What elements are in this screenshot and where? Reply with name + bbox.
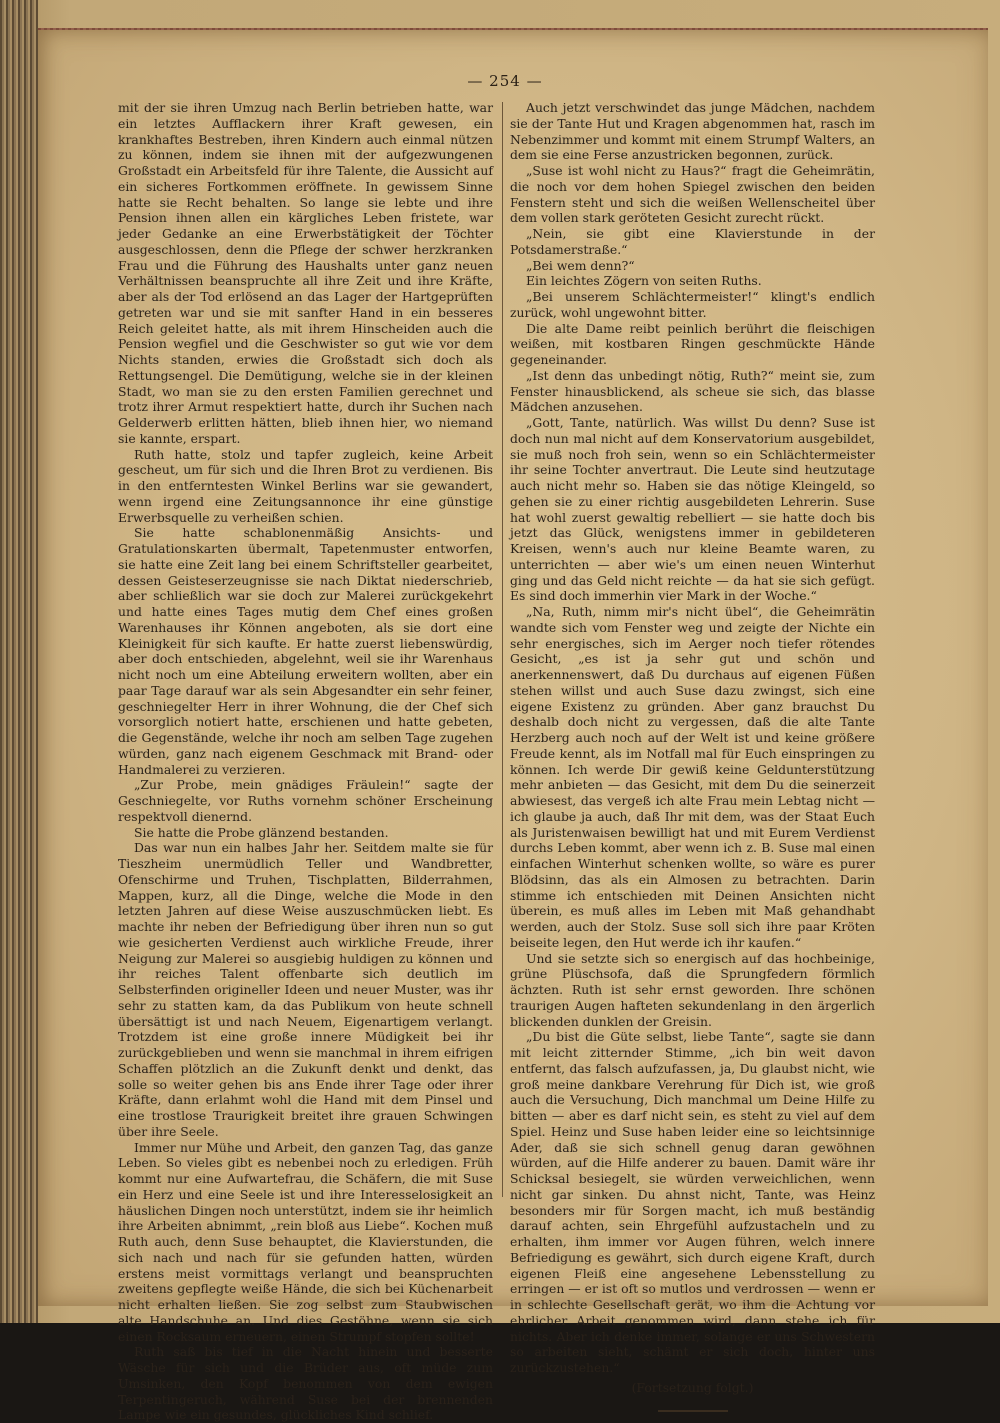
- paragraph: „Ist denn das unbedingt nötig, Ruth?“ meint sie, zum Fenster hinausblickend, als scheue sie sich, das blasse Mädchen anzusehen.: [510, 367, 875, 415]
- paragraph: mit der sie ihren Umzug nach Berlin betrieben hatte, war ein letztes Aufflackern ihrer Kraft gewesen, ein krankhaftes Bestreben, ihren Kindern auch einmal nützen zu können, indem sie ihnen mit der aufgezwungenen Großstadt ein Arbeitsfeld für ihre Talente, die Aussicht auf ein sicheres Fortkommen eröffnete. In gewissem Sinne hatte sie Recht behalten. So lange sie lebte und ihre Pension ihnen allen ein kärgliches Leben fristete, war jeder Gedanke an eine Erwerbstätigkeit der Töchter ausgeschlossen, denn die Pflege der schwer herzkranken Frau und die Führung des Haushalts unter ganz neuen Verhältnissen beanspruchte all ihre Zeit und ihre Kräfte, aber als der Tod erlösend an das Lager der Hartgeprüften getreten war und sie mit sanfter Hand in ein besseres Reich geleitet hatte, als mit ihrem Hinscheiden auch die Pension wegfiel und die Geschwister so gut wie vor dem Nichts standen, erwies die Großstadt sich doch als Rettungsengel. Die Demütigung, welche sie in der kleinen Stadt, wo man sie zu den ersten Familien gerechnet und trotz ihrer Armut respektiert hatte, durch ihr Suchen nach Gelderwerb erlitten hätten, blieb ihnen hier, wo niemand sie kannte, erspart.: [118, 100, 493, 446]
- paragraph: Immer nur Mühe und Arbeit, den ganzen Tag, das ganze Leben. So vieles gibt es nebenbei noch zu erledigen. Früh kommt nur eine Aufwartefrau, die Schäfern, die mit Suse ein Herz und eine Seele ist und ihre Interesselosigkeit an häuslichen Dingen noch unterstützt, indem sie ihr heimlich ihre Arbeiten abnimmt, „rein bloß aus Liebe“. Kochen muß Ruth auch, denn Suse behauptet, die Klavierstunden, die sich nach und nach für sie gefunden hatten, würden erstens meist vormittags verlangt und beanspruchten zweitens gepflegte weiße Hände, die sich bei Küchenarbeit nicht erhalten ließen. Sie zog selbst zum Staubwischen alte Handschuhe an. Und dies Gestöhne, wenn sie sich einen Rocksaum erneuern, einen Strumpf stopfen sollte!: [118, 1139, 493, 1344]
- paragraph: Sie hatte die Probe glänzend bestanden.: [134, 824, 389, 840]
- column-divider: [502, 102, 503, 1197]
- right-column: [510, 100, 875, 1412]
- paragraph: „Na, Ruth, nimm mir's nicht übel“, die Geheimrätin wandte sich vom Fenster weg und zeigte der Nichte ein sehr energisches, sich im Aerger noch tiefer rötendes Gesicht, „es ist ja sehr gut und schön und anerkennenswert, daß Du durchaus auf eigenen Füßen stehen willst und auch Suse dazu zwingst, sich eine eigene Existenz zu gründen. Aber ganz brauchst Du deshalb doch nicht zu vergessen, daß die alte Tante Herzberg auch noch auf der Welt ist und keine größere Freude kennt, als im Notfall mal für Euch einspringen zu können. Ich werde Dir gewiß keine Geldunterstützung mehr anbieten — das Gesicht, mit dem Du die seinerzeit abwiesest, das vergeß ich alte Frau mein Lebtag nicht — ich glaube ja auch, daß Ihr mit dem, was der Staat Euch als Juristenwaisen bewilligt hat und mit Eurem Verdienst durchs Leben kommt, aber wenn ich z. B. Suse mal einen einfachen Winterhut schenken wollte, so wäre es purer Blödsinn, das als ein Almosen zu betrachten. Darin stimme ich entschieden mit Deinen Ansichten nicht überein, es muß alles im Leben mit Maß gehandhabt werden, auch der Stolz. Suse soll sich ihre paar Kröten beiseite legen, den Hut werde ich ihr kaufen.“: [510, 604, 875, 950]
- continuation-note: (Fortsetzung folgt.): [631, 1379, 754, 1395]
- paragraph: Ein leichtes Zögern von seiten Ruths.: [526, 273, 762, 289]
- paragraph: Die alte Dame reibt peinlich berührt die fleischigen weißen, mit kostbaren Ringen geschmückte Hände gegeneinander.: [510, 320, 875, 367]
- paragraph: „Bei wem denn?“: [526, 257, 635, 273]
- paragraph: „Du bist die Güte selbst, liebe Tante“, sagte sie dann mit leicht zitternder Stimme, „ich bin weit davon entfernt, das falsch aufzufassen, ja, Du glaubst nicht, wie groß meine dankbare Verehrung für Dich ist, wie groß auch die Versuchung, Dich manchmal um Deine Hilfe zu bitten — aber es darf nicht sein, es steht zu viel auf dem Spiel. Heinz und Suse haben leider eine so leichtsinnige Ader, daß sie sich schnell genug daran gewöhnen würden, auf die Hilfe anderer zu bauen. Damit wäre ihr Schicksal besiegelt, sie würden verweichlichen, wenn nicht gar sinken. Du ahnst nicht, Tante, was Heinz besonders mir für Sorgen macht, ich muß beständig darauf achten, sein Ehrgefühl aufzustacheln und zu erhalten, ihm immer vor Augen führen, welch innere Befriedigung es gewährt, sich durch eigene Kraft, durch eigenen Fleiß eine angesehene Lebensstellung zu erringen — er ist oft so mutlos und verdrossen — wenn er in schlechte Gesellschaft gerät, wo ihm die Achtung vor ehrlicher Arbeit genommen wird, dann stehe ich für nichts. Aber ich denke immer, solange er uns Schwestern so arbeiten sieht, schämt er sich doch, hinter uns zurückzustehen.“: [510, 1029, 876, 1375]
- paragraph: Das war nun ein halbes Jahr her. Seitdem malte sie für Tieszheim unermüdlich Teller und Wandbretter, Ofenschirme und Truhen, Tischplatten, Bilderrahmen, Mappen, kurz, all die Dinge, welche die Mode in den letzten Jahren auf diese Weise auszuschmücken liebt. Es machte ihr neben der Befriedigung über ihren nun so gut wie gesicherten Verdienst auch wirkliche Freude, ihrer Neigung zur Malerei so ausgiebig huldigen zu können und ihr reiches Talent offenbarte sich deutlich im Selbsterfinden origineller Ideen und neuer Muster, was ihr sehr zu statten kam, da das Publikum von heute schnell übersättigt ist und nach Neuem, Eigenartigem verlangt. Trotzdem ist eine große innere Müdigkeit bei ihr zurückgeblieben und wenn sie manchmal in ihrem eifrigen Schaffen plötzlich an die Zukunft denkt und denkt, das solle so weiter gehen bis ans Ende ihrer Tage oder ihrer Kräfte, dann erlahmt wohl die Hand mit dem Pinsel und eine trostlose Traurigkeit breitet ihre grauen Schwingen über ihre Seele.: [118, 840, 493, 1139]
- page-stack-edge: [0, 0, 38, 1323]
- paragraph: Auch jetzt verschwindet das junge Mädchen, nachdem sie der Tante Hut und Kragen abgenommen hat, rasch im Nebenzimmer und kommt mit einem Strumpf Walters, an dem sie eine Ferse anzustricken begonnen, zurück.: [510, 100, 875, 163]
- paragraph: Und sie setzte sich so energisch auf das hochbeinige, grüne Plüschsofa, daß die Sprungfedern förmlich ächzten. Ruth ist sehr ernst geworden. Ihre schönen traurigen Augen hafteten sekundenlang in den ärgerlich blickenden dunklen der Greisin.: [510, 950, 875, 1029]
- paragraph: Ruth saß bis tief in die Nacht hinein und besserte Wäsche für sich und die Brüder aus, oft müde zum Umsinken, den Kopf benommen von dem ewigen Terpentingeruch, während Suse bei der brennenden Lampe wie ein gesundes, glückliches Kind schlief.: [118, 1344, 493, 1423]
- paragraph: Ruth hatte, stolz und tapfer zugleich, keine Arbeit gescheut, um für sich und die Ihren Brot zu verdienen. Bis in den entferntesten Winkel Berlins war sie gewandert, wenn irgend eine Zeitungsannonce ihr eine günstige Erwerbsquelle zu verheißen schien.: [118, 446, 493, 525]
- left-column: [118, 100, 493, 1423]
- paragraph: „Bei unserem Schlächtermeister!“ klingt's endlich zurück, wohl ungewohnt bitter.: [510, 289, 875, 320]
- paragraph: „Zur Probe, mein gnädiges Fräulein!“ sagte der Geschniegelte, vor Ruths vornehm schöner Erscheinung respektvoll dienernd.: [118, 777, 493, 824]
- paragraph: Sie hatte schablonenmäßig Ansichts- und Gratulationskarten übermalt, Tapetenmuster entworfen, sie hatte eine Zeit lang bei einem Schriftsteller gearbeitet, dessen Geisteserzeugnisse sie nach Diktat niederschrieb, aber schließlich war sie doch zur Malerei zurückgekehrt und hatte eines Tages mutig dem Chef eines großen Warenhauses ihr Können angeboten, als sie dort eine Kleinigkeit für sich kaufte. Er hatte zuerst liebenswürdig, aber doch entschieden, abgelehnt, weil sie ihr Warenhaus nicht noch um eine Abteilung erweitern wollten, aber ein paar Tage darauf war als sein Abgesandter ein sehr feiner, geschniegelter Herr in ihrer Wohnung, die der Chef sich vorsorglich notiert hatte, erschienen und hatte gebeten, die Gegenstände, welche ihr noch am selben Tage zugehen würden, ganz nach eigenem Geschmack mit Brand- oder Handmalerei zu verzieren.: [118, 525, 493, 777]
- paragraph: „Gott, Tante, natürlich. Was willst Du denn? Suse ist doch nun mal nicht auf dem Konservatorium ausgebildet, sie muß noch froh sein, wenn so ein Schlächtermeister ihr seine Tochter anvertraut. Die Leute sind heutzutage auch nicht mehr so. Haben sie das nötige Kleingeld, so gehen sie zu einer richtig ausgebildeten Lehrerin. Suse hat wohl zuerst gewaltig rebelliert — sie hatte doch bis jetzt das Glück, wenigstens immer in gebildeteren Kreisen, wenn's auch nur kleine Beamte waren, zu unterrichten — aber wie's um einen neuen Winterhut ging und das Geld nicht reichte — da hat sie sich gefügt. Es sind doch immerhin vier Mark in der Woche.“: [510, 415, 875, 604]
- paragraph: „Nein, sie gibt eine Klavierstunde in der Potsdamerstraße.“: [510, 226, 875, 257]
- paragraph: „Suse ist wohl nicht zu Haus?“ fragt die Geheimrätin, die noch vor dem hohen Spiegel zwischen den beiden Fenstern steht und sich die weißen Wellenscheitel über dem vollen stark geröteten Gesicht zurecht rückt.: [510, 163, 875, 226]
- end-rule: [658, 1410, 728, 1412]
- page-number: — 254 —: [467, 72, 543, 90]
